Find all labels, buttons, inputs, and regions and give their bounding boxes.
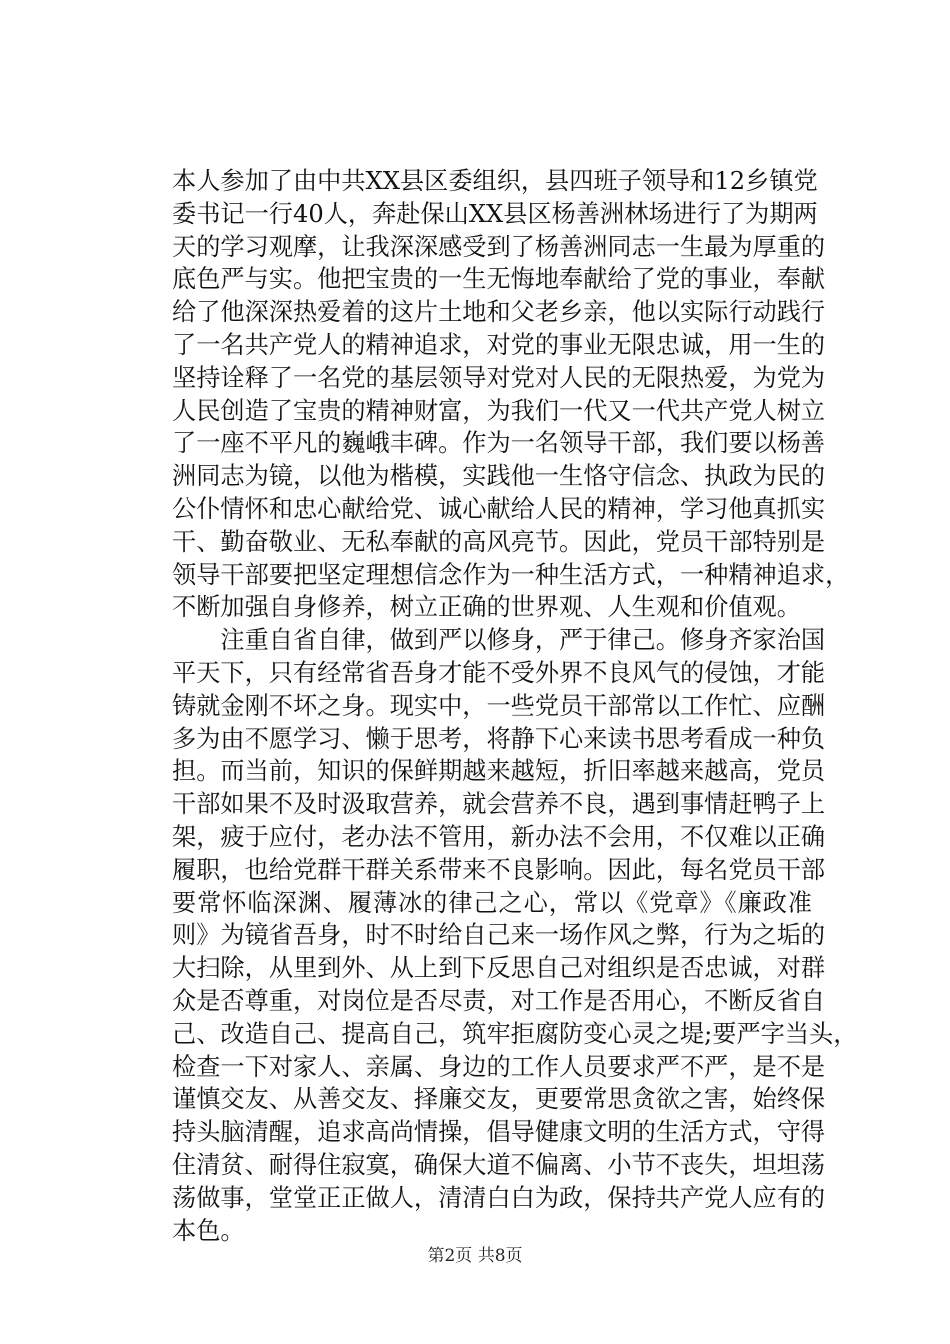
text-line: 平天下，只有经常省吾身才能不受外界不良风气的侵蚀，才能 <box>172 658 826 687</box>
text-line: 本人参加了由中共XX县区委组织，县四班子领导和12乡镇党 <box>172 167 818 195</box>
text-line: 本色。 <box>172 1216 245 1245</box>
page-number-footer: 第2页 共8页 <box>427 1246 523 1266</box>
text-line: 检查一下对家人、亲属、身边的工作人员要求严不严，是不是 <box>172 1052 826 1081</box>
text-line: 了一座不平凡的巍峨丰碑。作为一名领导干部，我们要以杨善 <box>172 429 826 458</box>
paragraph-1 <box>172 165 850 624</box>
text-line: 住清贫、耐得住寂寞，确保大道不偏离、小节不丧失，坦坦荡 <box>172 1150 826 1179</box>
paragraph-2 <box>172 624 858 1247</box>
text-line: 干部如果不及时汲取营养，就会营养不良，遇到事情赶鸭子上 <box>172 790 826 819</box>
text-line: 给了他深深热爱着的这片土地和父老乡亲，他以实际行动践行 <box>172 298 826 327</box>
text-line: 谨慎交友、从善交友、择廉交友，更要常思贪欲之害，始终保 <box>172 1085 826 1114</box>
text-line: 天的学习观摩，让我深深感受到了杨善洲同志一生最为厚重的 <box>172 232 826 261</box>
text-line: 铸就金刚不坏之身。现实中，一些党员干部常以工作忙、应酬 <box>172 691 826 720</box>
text-line: 了一名共产党人的精神追求，对党的事业无限忠诚，用一生的 <box>172 330 826 359</box>
text-line: 架，疲于应付，老办法不管用，新办法不会用，不仅难以正确 <box>172 822 826 851</box>
text-line: 则》为镜省吾身，时不时给自己来一场作风之弊，行为之垢的 <box>172 921 826 950</box>
text-line: 大扫除，从里到外、从上到下反思自己对组织是否忠诚，对群 <box>172 954 826 983</box>
document-body <box>172 165 858 1247</box>
text-line: 注重自省自律，做到严以修身，严于律己。修身齐家治国 <box>172 626 826 655</box>
text-line: 多为由不愿学习、懒于思考，将静下心来读书思考看成一种负 <box>172 724 826 753</box>
text-line: 己、改造自己、提高自己，筑牢拒腐防变心灵之堤;要严字当头， <box>172 1019 858 1048</box>
text-line: 不断加强自身修养，树立正确的世界观、人生观和价值观。 <box>172 593 801 622</box>
text-line: 公仆情怀和忠心献给党、诚心献给人民的精神，学习他真抓实 <box>172 494 826 523</box>
text-line: 洲同志为镜，以他为楷模，实践他一生恪守信念、执政为民的 <box>172 462 826 491</box>
text-line: 要常怀临深渊、履薄冰的律己之心，常以《党章》《廉政准 <box>172 888 812 917</box>
text-line: 干、勤奋敬业、无私奉献的高风亮节。因此，党员干部特别是 <box>172 527 826 556</box>
text-line: 领导干部要把坚定理想信念作为一种生活方式，一种精神追求， <box>172 560 850 589</box>
text-line: 荡做事，堂堂正正做人，清清白白为政，保持共产党人应有的 <box>172 1183 826 1212</box>
text-line: 委书记一行40人，奔赴保山XX县区杨善洲林场进行了为期两 <box>172 199 818 228</box>
text-line: 担。而当前，知识的保鲜期越来越短，折旧率越来越高，党员 <box>172 757 826 786</box>
text-line: 持头脑清醒，追求高尚情操，倡导健康文明的生活方式，守得 <box>172 1118 826 1147</box>
text-line: 底色严与实。他把宝贵的一生无悔地奉献给了党的事业，奉献 <box>172 265 826 294</box>
text-line: 众是否尊重，对岗位是否尽责，对工作是否用心，不断反省自 <box>172 986 826 1015</box>
text-line: 履职，也给党群干群关系带来不良影响。因此，每名党员干部 <box>172 855 826 884</box>
text-line: 人民创造了宝贵的精神财富，为我们一代又一代共产党人树立 <box>172 396 826 425</box>
text-line: 坚持诠释了一名党的基层领导对党对人民的无限热爱，为党为 <box>172 363 826 392</box>
